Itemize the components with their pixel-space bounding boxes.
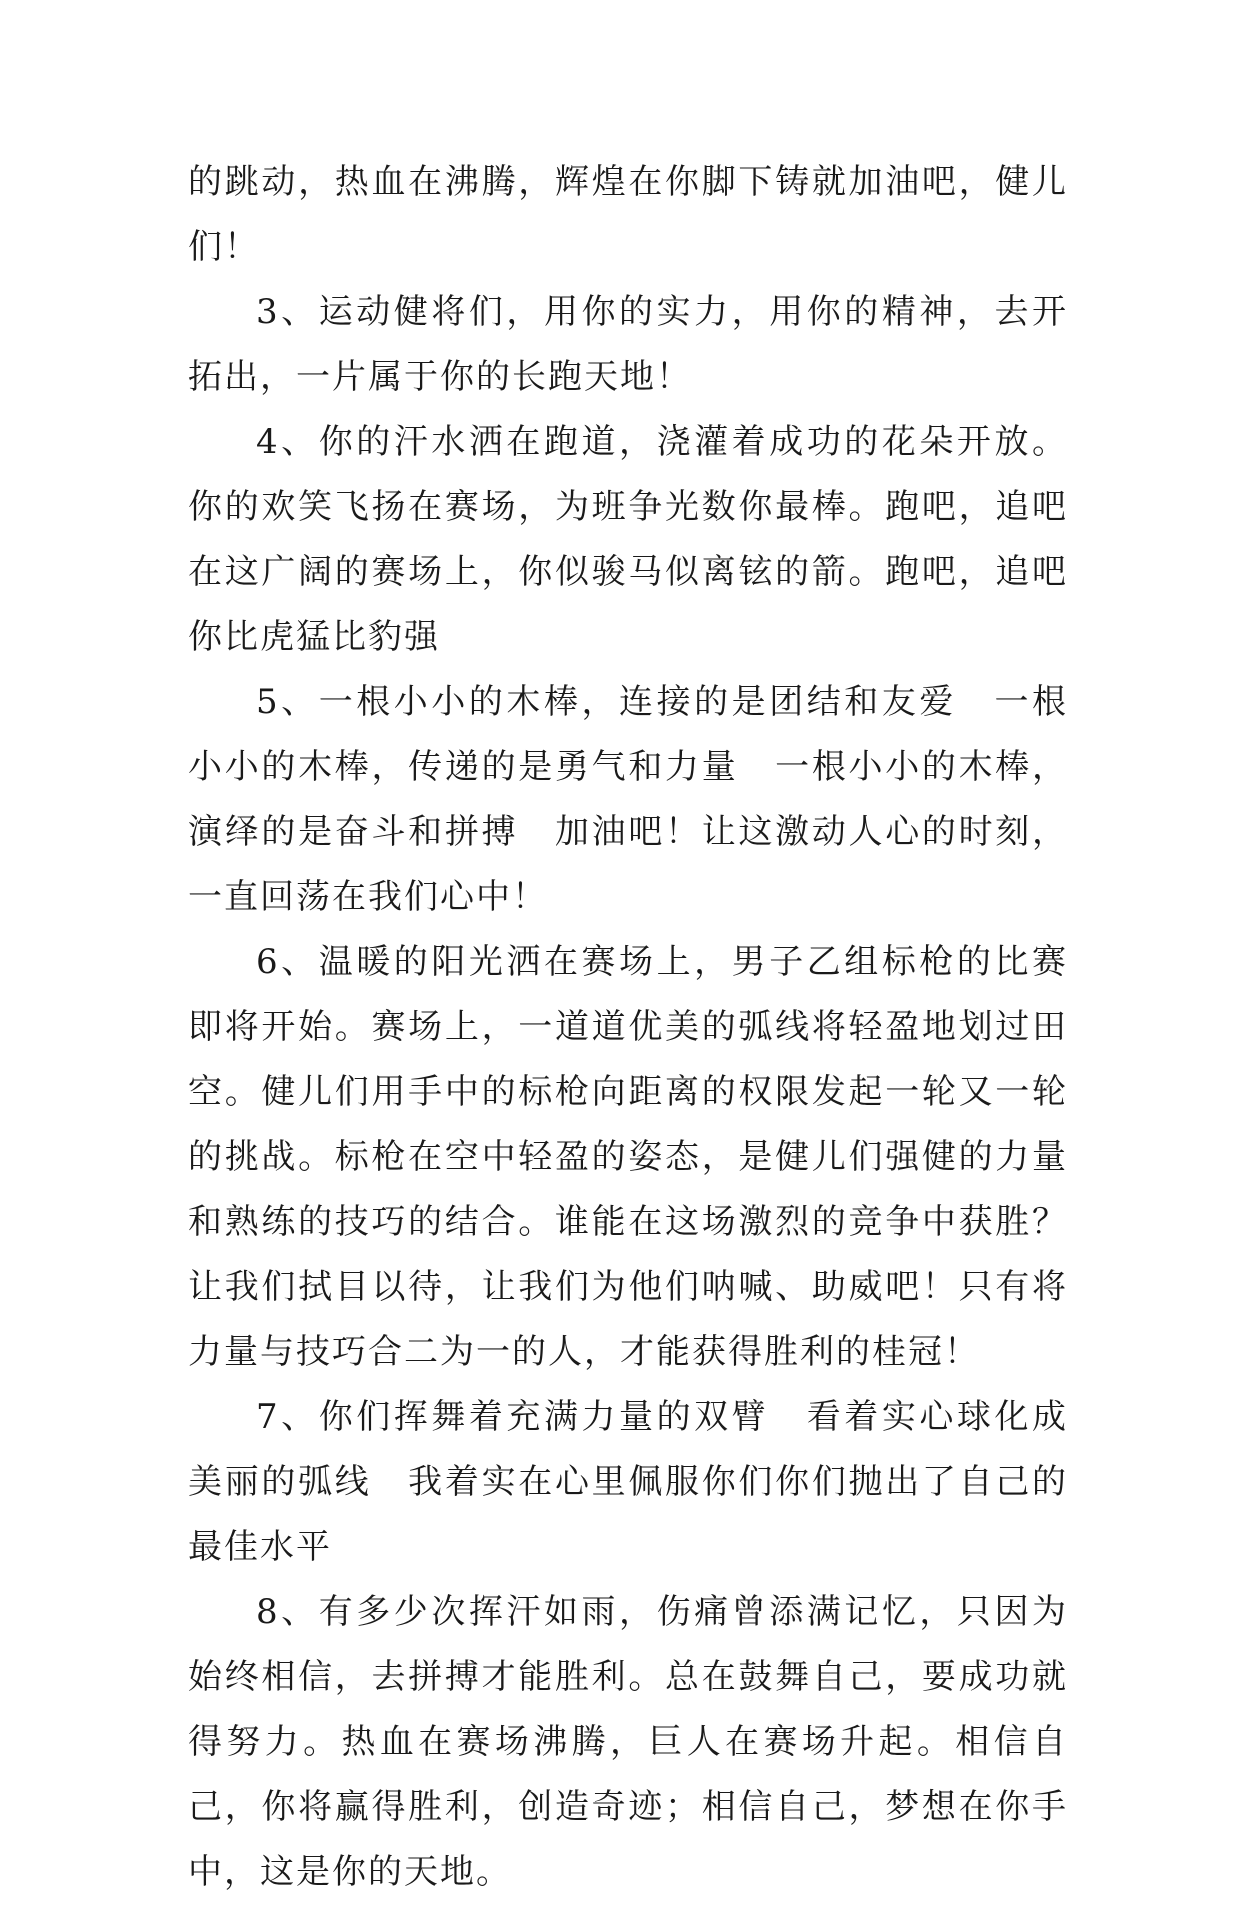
paragraph-4: 4、你的汗水洒在跑道，浇灌着成功的花朵开放。你的欢笑飞扬在赛场，为班争光数你最棒。跑吧，追吧 在这广阔的赛场上，你似骏马似离铉的箭。跑吧，追吧你比虎猛比豹强 [188,422,1104,657]
paragraph-6: 6、温暖的阳光洒在赛场上，男子乙组标枪的比赛即将开始。赛场上，一道道优美的弧线将轻盈地划过田空。健儿们用手中的标枪向距离的权限发起一轮又一轮的挑战。标枪在空中轻盈的姿态，是健儿们强健的力量和熟练的技巧的结合。谁能在这场激烈的竞争中获胜？让我们拭目以待，让我们为他们呐喊、助威吧！只有将力量与技巧合二为一的人，才能获得胜利的桂冠！ [188,942,1068,1372]
paragraph-continuation: 的跳动，热血在沸腾，辉煌在你脚下铸就加油吧，健儿们！ [188,162,1068,267]
paragraph-7: 7、你们挥舞着充满力量的双臂 看着实心球化成美丽的弧线 我着实在心里佩服你们你们抛出了自己的最佳水平 [188,1397,1068,1567]
document-body [188,150,1104,1905]
paragraph-5: 5、一根小小的木棒，连接的是团结和友爱 一根小小的木棒，传递的是勇气和力量 一根小小的木棒，演绎的是奋斗和拼搏 加油吧！让这激动人心的时刻，一直回荡在我们心中！ [188,682,1068,917]
paragraph-8: 8、有多少次挥汗如雨，伤痛曾添满记忆，只因为始终相信，去拼搏才能胜利。总在鼓舞自己，要成功就得努力。热血在赛场沸腾，巨人在赛场升起。相信自己，你将赢得胜利，创造奇迹；相信自己，梦想在你手中，这是你的天地。 [188,1592,1068,1892]
paragraph-3: 3、运动健将们，用你的实力，用你的精神，去开拓出，一片属于你的长跑天地！ [188,292,1068,397]
